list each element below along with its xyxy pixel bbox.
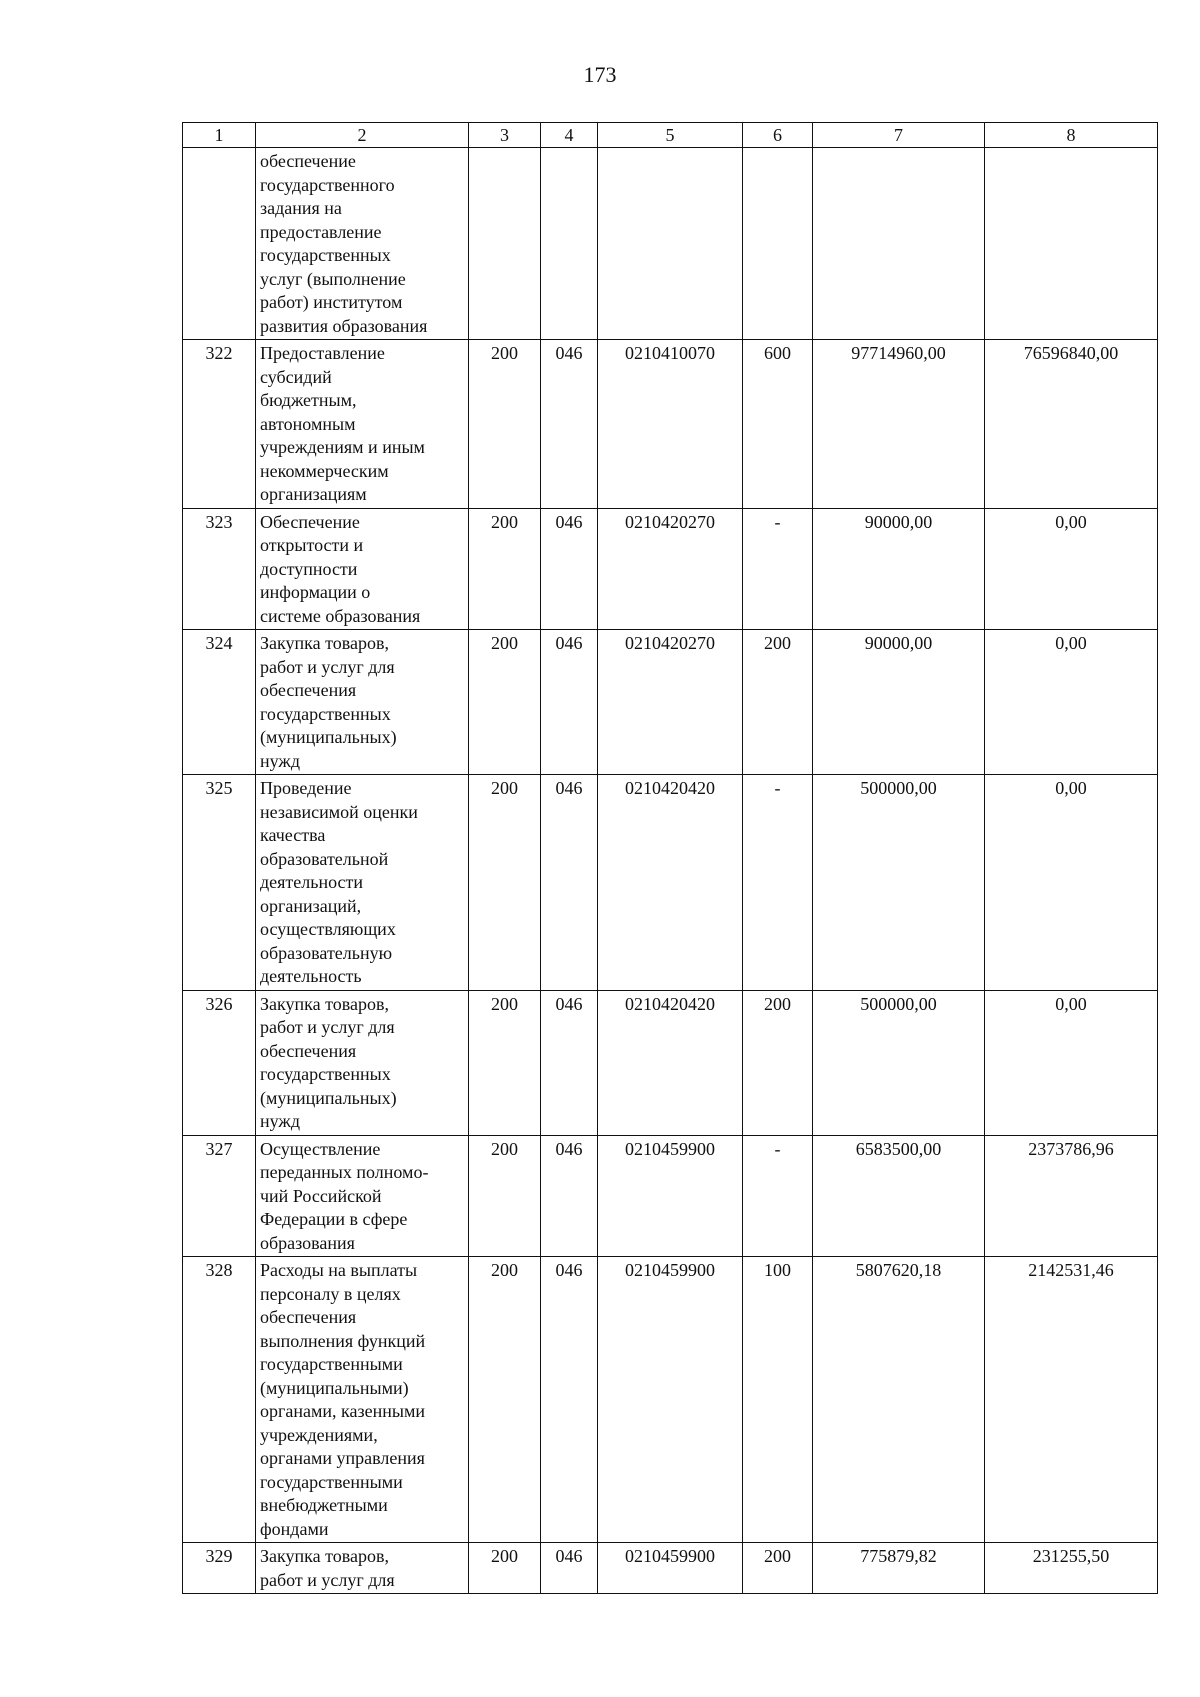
row-name-line: независимой оценки: [260, 801, 418, 822]
row-name-line: переданных полномо-: [260, 1162, 429, 1182]
row-name-line: Расходы на выплаты: [260, 1260, 418, 1280]
cell-col-6: -: [743, 1135, 813, 1257]
cell-col-5: 0210420270: [598, 630, 743, 775]
row-name-line: Обеспечение: [260, 511, 360, 532]
row-name-line: деятельность: [260, 966, 362, 986]
cell-col-8: 76596840,00: [985, 340, 1158, 509]
cell-col-6: 200: [743, 1543, 813, 1594]
cell-col-7: [813, 148, 985, 340]
cell-col-3: 200: [469, 775, 541, 991]
cell-col-7: 500000,00: [813, 990, 985, 1135]
row-name-line: органами, казенными: [260, 1401, 425, 1421]
cell-col-7: 500000,00: [813, 775, 985, 991]
cell-col-5: 0210459900: [598, 1543, 743, 1594]
table-body: [183, 148, 1158, 1594]
row-name-line: государственных: [260, 703, 391, 724]
row-name-line: организаций,: [260, 895, 362, 916]
row-name-line: чий Российской: [260, 1185, 382, 1206]
cell-col-7: 775879,82: [813, 1543, 985, 1594]
row-name-line: образовательную: [260, 942, 393, 963]
row-name-line: деятельности: [260, 872, 364, 892]
row-name-line: работ и услуг для: [260, 1569, 395, 1590]
row-name-line: (муниципальных): [260, 1087, 397, 1108]
row-name-line: автономным: [260, 413, 356, 434]
row-name-line: (муниципальных): [260, 727, 397, 747]
cell-col-5: 0210410070: [598, 340, 743, 509]
table-row: [183, 148, 1158, 340]
row-name-line: информации о: [260, 582, 371, 602]
row-name-line: бюджетным,: [260, 390, 357, 410]
row-name: [256, 630, 469, 775]
cell-col-4: 046: [541, 775, 598, 991]
row-name-line: государственными: [260, 1471, 403, 1492]
row-name: [256, 990, 469, 1135]
row-name-line: фондами: [260, 1518, 329, 1539]
row-number: 328: [183, 1257, 256, 1543]
row-name-line: Федерации в сфере: [260, 1209, 408, 1229]
cell-col-7: 90000,00: [813, 508, 985, 630]
cell-col-5: 0210420420: [598, 990, 743, 1135]
cell-col-3: 200: [469, 1257, 541, 1543]
row-name-line: организациям: [260, 484, 367, 504]
cell-col-6: 200: [743, 630, 813, 775]
cell-col-3: 200: [469, 630, 541, 775]
row-name-line: развития образования: [260, 315, 428, 336]
cell-col-4: 046: [541, 508, 598, 630]
row-name-line: некоммерческим: [260, 460, 389, 481]
cell-col-4: 046: [541, 630, 598, 775]
cell-col-6: 100: [743, 1257, 813, 1543]
row-name-line: работ и услуг для: [260, 656, 395, 677]
row-name: [256, 1543, 469, 1594]
cell-col-5: 0210459900: [598, 1135, 743, 1257]
table-row: [183, 1135, 1158, 1257]
row-name: [256, 1135, 469, 1257]
row-name-line: персоналу в целях: [260, 1283, 401, 1304]
table-row: [183, 1543, 1158, 1594]
row-name-line: государственных: [260, 245, 391, 265]
row-name-line: качества: [260, 825, 326, 845]
row-name-line: обеспечение: [260, 151, 356, 171]
cell-col-8: 0,00: [985, 990, 1158, 1135]
row-name-line: обеспечения: [260, 680, 357, 700]
row-number: 322: [183, 340, 256, 509]
row-name-line: предоставление: [260, 221, 382, 242]
row-name: [256, 340, 469, 509]
row-name-line: задания на: [260, 198, 342, 218]
row-name-line: обеспечения: [260, 1040, 357, 1061]
row-number: 323: [183, 508, 256, 630]
cell-col-6: 200: [743, 990, 813, 1135]
cell-col-5: 0210459900: [598, 1257, 743, 1543]
cell-col-3: 200: [469, 508, 541, 630]
row-name-line: открытости и: [260, 535, 364, 555]
cell-col-5: 0210420270: [598, 508, 743, 630]
row-name-line: нужд: [260, 1111, 300, 1131]
cell-col-3: [469, 148, 541, 340]
cell-col-3: 200: [469, 340, 541, 509]
table-row: [183, 508, 1158, 630]
cell-col-6: 600: [743, 340, 813, 509]
row-name-line: государственными: [260, 1354, 403, 1374]
cell-col-5: [598, 148, 743, 340]
cell-col-6: -: [743, 508, 813, 630]
budget-table: [182, 122, 1158, 1594]
cell-col-4: 046: [541, 340, 598, 509]
cell-col-3: 200: [469, 1543, 541, 1594]
header-col-5: 5: [598, 123, 743, 148]
header-col-1: 1: [183, 123, 256, 148]
row-name: [256, 1257, 469, 1543]
table-row: [183, 1257, 1158, 1543]
row-name-line: работ) институтом: [260, 292, 403, 312]
row-number: 329: [183, 1543, 256, 1594]
cell-col-4: 046: [541, 1543, 598, 1594]
row-name: [256, 508, 469, 630]
row-name-line: учреждениями,: [260, 1424, 378, 1445]
table-row: [183, 990, 1158, 1135]
row-name-line: системе образования: [260, 605, 421, 626]
header-col-3: 3: [469, 123, 541, 148]
cell-col-4: [541, 148, 598, 340]
row-number: 325: [183, 775, 256, 991]
cell-col-8: 2142531,46: [985, 1257, 1158, 1543]
row-name-line: органами управления: [260, 1448, 425, 1468]
header-row: [183, 123, 1158, 148]
row-name-line: осуществляющих: [260, 919, 396, 939]
row-name-line: государственного: [260, 174, 395, 195]
header-col-6: 6: [743, 123, 813, 148]
row-name-line: субсидий: [260, 366, 332, 387]
cell-col-8: 231255,50: [985, 1543, 1158, 1594]
row-number: 326: [183, 990, 256, 1135]
cell-col-5: 0210420420: [598, 775, 743, 991]
cell-col-4: 046: [541, 1135, 598, 1257]
row-name-line: выполнения функций: [260, 1330, 426, 1351]
row-name-line: Осуществление: [260, 1138, 381, 1159]
row-name-line: государственных: [260, 1064, 391, 1084]
page-number: 173: [583, 62, 617, 87]
row-name-line: Закупка товаров,: [260, 633, 389, 653]
row-number: [183, 148, 256, 340]
row-name-line: Предоставление: [260, 343, 385, 363]
table-header: [183, 123, 1158, 148]
row-name-line: образования: [260, 1232, 355, 1253]
row-number: 327: [183, 1135, 256, 1257]
row-number: 324: [183, 630, 256, 775]
cell-col-8: 0,00: [985, 775, 1158, 991]
table-row: [183, 630, 1158, 775]
cell-col-7: 6583500,00: [813, 1135, 985, 1257]
row-name-line: (муниципальными): [260, 1377, 409, 1398]
row-name-line: учреждениям и иным: [260, 437, 425, 457]
row-name-line: доступности: [260, 558, 358, 579]
cell-col-8: [985, 148, 1158, 340]
cell-col-6: -: [743, 775, 813, 991]
header-col-8: 8: [985, 123, 1158, 148]
cell-col-7: 97714960,00: [813, 340, 985, 509]
cell-col-8: 2373786,96: [985, 1135, 1158, 1257]
row-name-line: образовательной: [260, 848, 389, 869]
row-name-line: внебюджетными: [260, 1495, 388, 1515]
row-name-line: услуг (выполнение: [260, 268, 406, 289]
cell-col-8: 0,00: [985, 508, 1158, 630]
header-col-2: 2: [256, 123, 469, 148]
cell-col-3: 200: [469, 990, 541, 1135]
table-row: [183, 775, 1158, 991]
row-name-line: Проведение: [260, 778, 352, 798]
row-name: [256, 148, 469, 340]
row-name-line: Закупка товаров,: [260, 993, 389, 1014]
row-name-line: обеспечения: [260, 1307, 357, 1327]
row-name: [256, 775, 469, 991]
header-col-4: 4: [541, 123, 598, 148]
row-name-line: Закупка товаров,: [260, 1546, 389, 1566]
table-row: [183, 340, 1158, 509]
header-col-7: 7: [813, 123, 985, 148]
cell-col-3: 200: [469, 1135, 541, 1257]
cell-col-7: 90000,00: [813, 630, 985, 775]
cell-col-6: [743, 148, 813, 340]
cell-col-7: 5807620,18: [813, 1257, 985, 1543]
cell-col-4: 046: [541, 990, 598, 1135]
row-name-line: работ и услуг для: [260, 1017, 395, 1037]
row-name-line: нужд: [260, 750, 300, 771]
cell-col-8: 0,00: [985, 630, 1158, 775]
cell-col-4: 046: [541, 1257, 598, 1543]
